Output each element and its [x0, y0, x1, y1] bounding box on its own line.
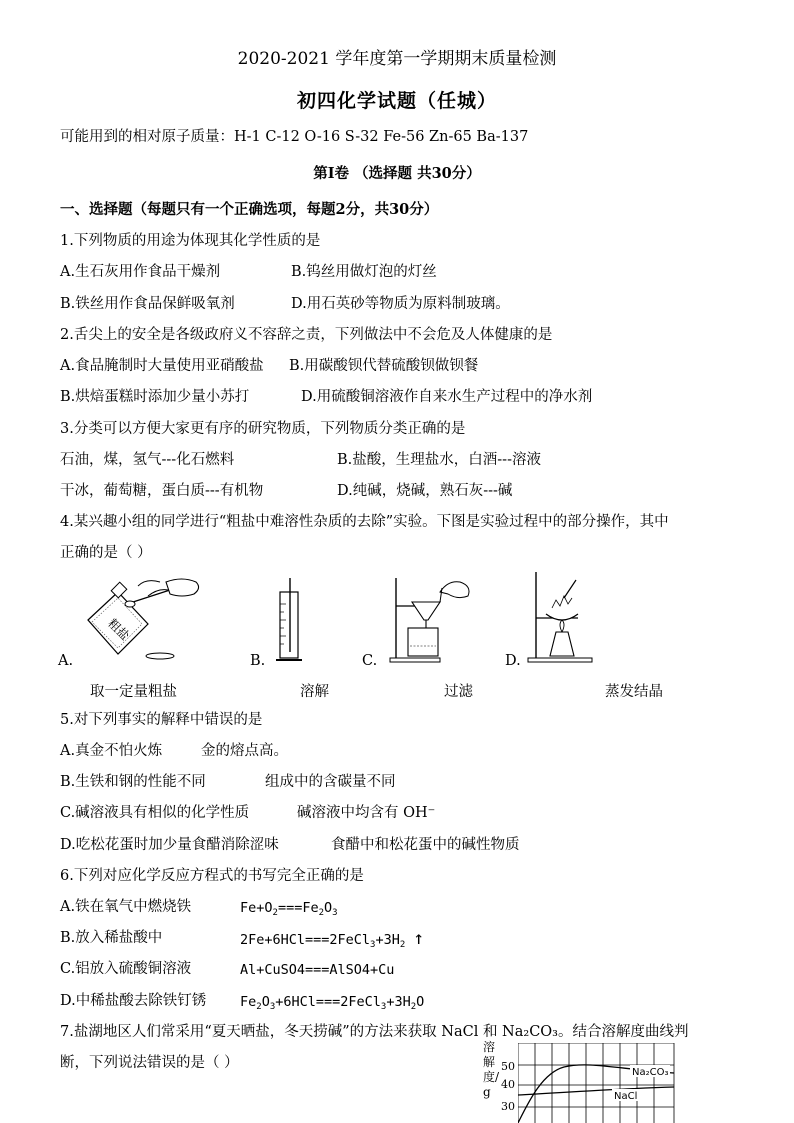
- ytick-50: 50: [501, 1060, 515, 1073]
- q5-a-explain: 金的熔点高。: [201, 743, 288, 759]
- q4-caption-c: 过滤: [444, 684, 473, 700]
- watch-glass: [146, 653, 174, 659]
- q5-d-fact: D.吃松花蛋时加少量食醋消除涩味: [60, 837, 279, 853]
- q5-a-fact: A.真金不怕火炼: [60, 743, 163, 759]
- figure-evaporation: [522, 572, 602, 666]
- q1-stem: 1.下列物质的用途为体现其化学性质的是: [60, 233, 321, 249]
- q5-stem: 5.对下列事实的解释中错误的是: [60, 712, 263, 728]
- q4-stem: 4.某兴趣小组的同学进行“粗盐中难溶性杂质的去除”实验。下图是实验过程中的部分操作，其中: [60, 514, 669, 530]
- q4-stem-continued: 正确的是（ ）: [60, 545, 152, 561]
- q4-label-a: A.: [58, 653, 74, 669]
- q2-option-d: D.用硫酸铜溶液作自来水生产过程中的净水剂: [301, 389, 593, 405]
- q6-d-label: D.中稀盐酸去除铁钉锈: [60, 993, 207, 1009]
- q2-option-b: B.用碳酸钡代替硫酸钡做钡餐: [289, 358, 479, 374]
- q6-a-label: A.铁在氧气中燃烧铁: [60, 899, 192, 915]
- figure-take-salt: [78, 572, 208, 664]
- funnel: [412, 602, 440, 620]
- q2-stem: 2.舌尖上的安全是各级政府义不容辞之责，下列做法中不会危及人体健康的是: [60, 327, 553, 343]
- series-nacl-line: [518, 1087, 674, 1095]
- q3-option-a: 石油，煤，氢气---化石燃料: [60, 452, 235, 468]
- part1-title: 第Ⅰ卷 （选择题 共30分）: [313, 165, 481, 182]
- q1-option-a: A.生石灰用作食品干燥剂: [60, 264, 221, 280]
- q5-c-explain: 碱溶液中均含有 OH⁻: [297, 805, 436, 821]
- alcohol-lamp: [550, 632, 574, 656]
- bottle-label-text: 粗盐: [105, 616, 132, 643]
- legend-nacl: NaCl: [614, 1091, 638, 1102]
- q3-stem: 3.分类可以方便大家更有序的研究物质，下列物质分类正确的是: [60, 421, 466, 437]
- q2-option-a: A.食品腌制时大量使用亚硝酸盐: [60, 358, 264, 374]
- q3-option-d: D.纯碱，烧碱，熟石灰---碱: [337, 483, 513, 499]
- q3-option-c: 干冰，葡萄糖，蛋白质---有机物: [60, 483, 264, 499]
- q6-stem: 6.下列对应化学反应方程式的书写完全正确的是: [60, 868, 364, 884]
- q2-option-c: B.烘焙蛋糕时添加少量小苏打: [60, 389, 250, 405]
- hand-with-spoon: [125, 579, 199, 607]
- solubility-chart: [518, 1043, 678, 1123]
- q6-a-equation: $Fe+O_2===Fe_2O_3$: [240, 900, 338, 918]
- ytick-40: 40: [501, 1078, 515, 1091]
- q4-caption-d: 蒸发结晶: [605, 684, 663, 700]
- q5-b-fact: B.生铁和钢的性能不同: [60, 774, 206, 790]
- q5-b-explain: 组成中的含碳量不同: [265, 774, 396, 790]
- legend-na2co3: Na₂CO₃: [632, 1067, 669, 1078]
- gas-arrow-icon: ↑: [413, 928, 425, 949]
- beaker: [408, 628, 438, 656]
- section-heading: 一、选择题（每题只有一个正确选项，每题2分，共30分）: [60, 201, 439, 218]
- q5-d-explain: 食醋中和松花蛋中的碱性物质: [331, 837, 520, 853]
- steam-sparks: [552, 596, 572, 608]
- q6-c-equation: Al+CuSO4===AlSO4+Cu: [240, 962, 395, 978]
- evaporating-dish: [546, 614, 578, 620]
- q3-option-b: B.盐酸，生理盐水，白酒---溶液: [337, 452, 541, 468]
- q6-b-label: B.放入稀盐酸中: [60, 930, 163, 946]
- q6-c-label: C.铝放入硫酸铜溶液: [60, 961, 192, 977]
- measuring-cylinder: [280, 592, 298, 658]
- q4-caption-a: 取一定量粗盐: [90, 684, 177, 700]
- chart-ylabel: [483, 1040, 499, 1100]
- pouring-hand: [440, 582, 469, 598]
- q7-stem-continued: 断，下列说法错误的是（ ）: [60, 1055, 239, 1071]
- q5-c-fact: C.碱溶液具有相似的化学性质: [60, 805, 250, 821]
- glass-rod: [564, 580, 576, 598]
- q1-option-b: B.钨丝用做灯泡的灯丝: [291, 264, 437, 280]
- q7-stem: 7.盐湖地区人们常采用“夏天晒盐，冬天捞碱”的方法来获取 NaCl 和 Na₂CO₃。结合溶解度曲线判: [60, 1024, 689, 1040]
- q6-b-equation: $2Fe+6HCl===2FeCl_3+3H_2$ ↑: [240, 928, 425, 950]
- chart-ylabel-text: 溶解度/g: [483, 1040, 500, 1099]
- q4-label-d: D.: [505, 653, 521, 669]
- atomic-masses: 可能用到的相对原子质量：H-1 C-12 O-16 S-32 Fe-56 Zn-65 Ba-137: [60, 129, 529, 145]
- figure-filtration: [384, 572, 484, 666]
- q4-label-c: C.: [362, 653, 378, 669]
- figure-dissolve: [272, 578, 312, 666]
- q1-option-c: B.铁丝用作食品保鲜吸氧剂: [60, 296, 235, 312]
- q1-option-d: D.用石英砂等物质为原料制玻璃。: [291, 296, 510, 312]
- exam-title: 初四化学试题（任城）: [296, 90, 497, 112]
- ytick-30: 30: [501, 1100, 515, 1113]
- q6-d-equation: $Fe_2O_3+6HCl===2FeCl_3+3H_2O$: [240, 994, 425, 1012]
- q4-label-b: B.: [250, 653, 266, 669]
- q4-caption-b: 溶解: [300, 684, 329, 700]
- exam-term: 2020-2021 学年度第一学期期末质量检测: [237, 49, 557, 69]
